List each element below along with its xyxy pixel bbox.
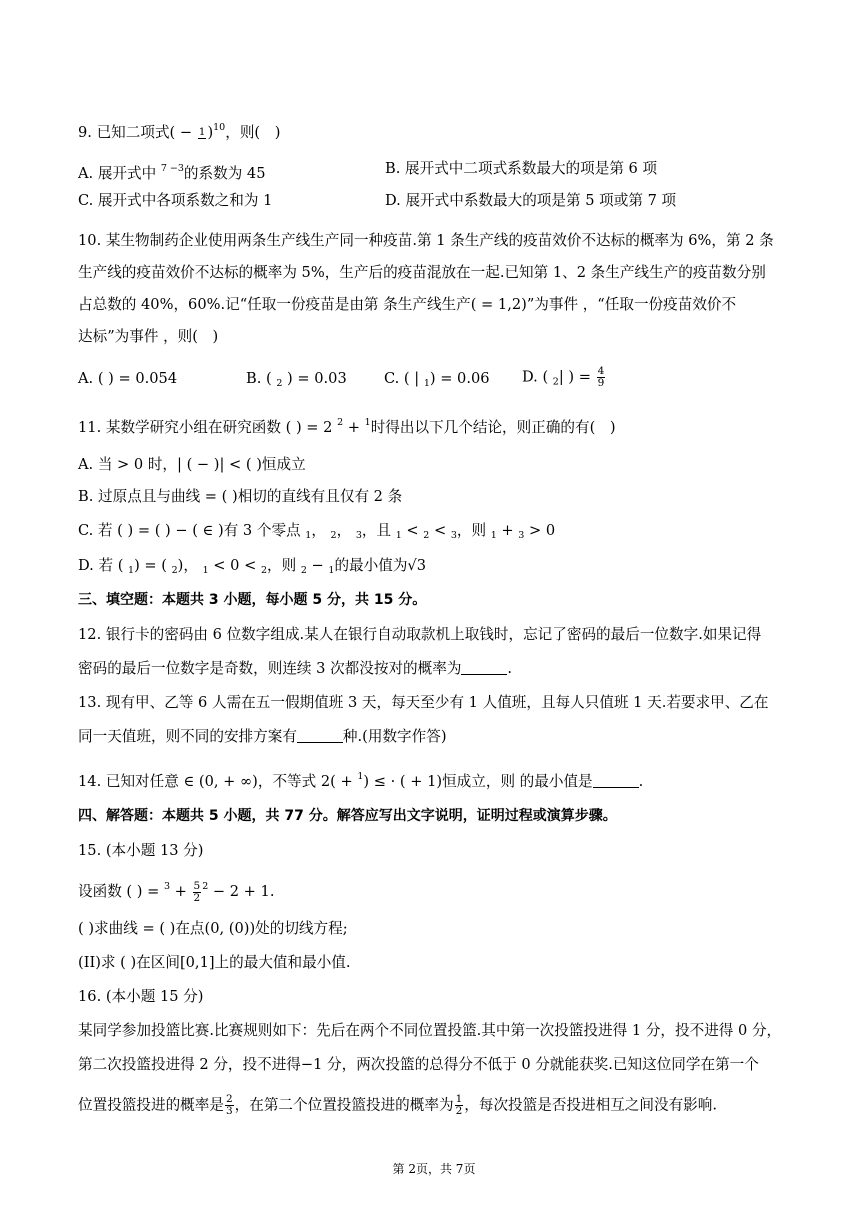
q14-stem: 14. 已知对任意 ∈ (0, + ∞)，不等式 2( + $^1$) ≤ · ( + 1)恒成立，则 的最小值是 . <box>78 771 644 790</box>
q9-option-a: A. 展开式中 $^7$ $^{-3}$的系数为 45 <box>78 163 266 182</box>
fraction: $\frac{5}{2}$ <box>193 879 201 904</box>
q9-option-d: D. 展开式中系数最大的项是第 5 项或第 7 项 <box>385 192 677 209</box>
q11-option-d: D. 若 ( $_1$) = ( $_2$)， $_1$ < 0 < $_2$，则 $_2$ − $_1$的最小值为√3 <box>78 557 426 576</box>
q11-option-c: C. 若 ( ) = ( ) − ( ∈ )有 3 个零点 $_1$， $_2$， $_3$，且 $_1$ < $_2$ < $_3$，则 $_1$ + $_3$ > 0 <box>78 522 556 541</box>
q12-line-1: 12. 银行卡的密码由 6 位数字组成.某人在银行自动取款机上取钱时，忘记了密码的最后一位数字.如果记得 <box>78 626 762 643</box>
q9-stem: 9. 已知二项式( − 1 )$^{10}$，则( ) <box>78 122 281 141</box>
fraction: $\frac{2}{3}$ <box>225 1093 233 1117</box>
q16-line-3: 位置投篮投进的概率是 $\frac{2}{3}$ ，在第二个位置投篮投进的概率为 $\frac{1}{2}$ ，每次投篮是否投进相互之间没有影响. <box>78 1093 717 1117</box>
q10-option-a: A. ( ) = 0.054 <box>78 370 178 387</box>
q10-line-2: 生产线的疫苗效价不达标的概率为 5%，生产后的疫苗混放在一起.已知第 1、2 条生产线生产的疫苗数分别 <box>78 264 766 281</box>
q10-line-4: 达标”为事件 ，则( ) <box>78 328 219 345</box>
q10-line-1: 10. 某生物制药企业使用两条生产线生产同一种疫苗.第 1 条生产线的疫苗效价不达标的概率为 6%，第 2 条 <box>78 232 774 249</box>
q16-line-2: 第二次投篮投进得 2 分，投不进得−1 分，两次投篮的总得分不低于 0 分就能获奖.已知这位同学在第一个 <box>78 1056 759 1073</box>
fraction: 1 <box>198 126 206 138</box>
section-heading-solutions: 四、解答题：本题共 5 小题，共 77 分。解答应写出文字说明，证明过程或演算步骤。 <box>78 808 617 824</box>
q15-title: 15. (本小题 13 分) <box>78 842 204 859</box>
fraction: $\frac{1}{2}$ <box>455 1093 463 1117</box>
q9-option-b: B. 展开式中二项式系数最大的项是第 6 项 <box>385 160 658 177</box>
q11-option-b: B. 过原点且与曲线 = ( )相切的直线有且仅有 2 条 <box>78 488 403 505</box>
answer-blank[interactable] <box>297 728 343 743</box>
q13-line-2: 同一天值班，则不同的安排方案有 种.(用数字作答) <box>78 728 447 745</box>
q11-stem: 11. 某数学研究小组在研究函数 ( ) = 2 $^2$ + $^1$时得出以下几个结论，则正确的有( ) <box>78 417 616 436</box>
answer-blank[interactable] <box>593 773 639 788</box>
q13-line-1: 13. 现有甲、乙等 6 人需在五一假期值班 3 天，每天至少有 1 人值班，且每人只值班 1 天.若要求甲、乙在 <box>78 694 769 711</box>
q15-part-2: (II)求 ( )在区间[0,1]上的最大值和最小值. <box>78 954 351 971</box>
q10-line-3: 占总数的 40%，60%.记“任取一份疫苗是由第 条生产线生产( = 1,2)”为事件 ，“任取一份疫苗效价不 <box>78 296 737 313</box>
q15-part-1: ( )求曲线 = ( )在点(0, (0))处的切线方程; <box>78 920 348 937</box>
q11-option-a: A. 当 > 0 时，| ( − )| < ( )恒成立 <box>78 456 306 473</box>
answer-blank[interactable] <box>461 660 507 675</box>
q9-option-c: C. 展开式中各项系数之和为 1 <box>78 192 273 209</box>
fraction: $\frac{4}{9}$ <box>597 365 605 389</box>
q16-line-1: 某同学参加投篮比赛.比赛规则如下：先后在两个不同位置投篮.其中第一次投篮投进得 1 分，投不进得 0 分， <box>78 1022 782 1039</box>
q10-option-c: C. ( | $_1$) = 0.06 <box>384 370 490 389</box>
page-footer: 第 2页，共 7页 <box>392 1162 476 1176</box>
q10-option-b: B. ( $_2$ ) = 0.03 <box>246 370 347 389</box>
q16-title: 16. (本小题 15 分) <box>78 988 204 1005</box>
q10-option-d: D. ( $_2$| ) = $\frac{4}{9}$ <box>522 365 605 389</box>
q12-line-2: 密码的最后一位数字是奇数，则连续 3 次都没按对的概率为 . <box>78 660 513 677</box>
q15-stem: 设函数 ( ) = $^3$ + $\frac{5}{2}$ $^2$ − 2 + 1. <box>78 879 275 904</box>
section-heading-fill-blank: 三、填空题：本题共 3 小题，每小题 5 分，共 15 分。 <box>78 592 427 608</box>
